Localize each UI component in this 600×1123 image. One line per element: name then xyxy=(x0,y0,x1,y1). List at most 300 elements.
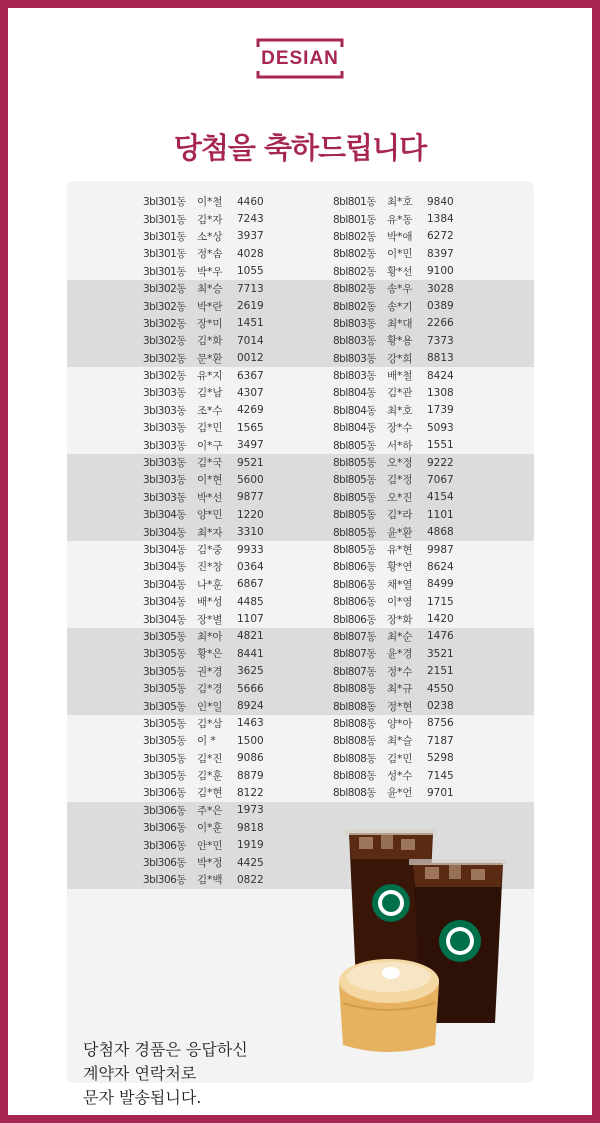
unit-label: 8bl808동 xyxy=(333,787,376,800)
winner-name: 권*경 xyxy=(197,665,223,678)
logo-roof-icon xyxy=(256,38,344,48)
winner-name: 정*솜 xyxy=(197,248,223,261)
winner-row xyxy=(143,610,269,627)
phone-last-digits: 1420 xyxy=(427,613,454,626)
winner-name: 배*철 xyxy=(387,370,413,383)
unit-label: 3bl303동 xyxy=(143,439,186,452)
unit-label: 8bl806동 xyxy=(333,578,376,591)
unit-label: 3bl304동 xyxy=(143,509,186,522)
phone-last-digits: 8879 xyxy=(237,769,264,782)
phone-last-digits: 5600 xyxy=(237,473,264,486)
phone-last-digits: 2151 xyxy=(427,665,454,678)
phone-last-digits: 6272 xyxy=(427,230,454,243)
unit-label: 3bl305동 xyxy=(143,683,186,696)
unit-label: 3bl304동 xyxy=(143,526,186,539)
phone-last-digits: 6367 xyxy=(237,369,264,382)
phone-last-digits: 8441 xyxy=(237,647,264,660)
phone-last-digits: 0822 xyxy=(237,873,264,886)
phone-last-digits: 5093 xyxy=(427,421,454,434)
winner-name: 인*일 xyxy=(197,700,223,713)
winner-name: 김*라 xyxy=(387,509,413,522)
phone-last-digits: 1384 xyxy=(427,213,454,226)
phone-last-digits: 9818 xyxy=(237,821,264,834)
winner-row xyxy=(143,315,269,332)
phone-last-digits: 7145 xyxy=(427,769,454,782)
winner-row xyxy=(143,645,269,662)
winner-name: 이*민 xyxy=(387,248,413,261)
phone-last-digits: 4307 xyxy=(237,386,264,399)
winner-name: 최*승 xyxy=(197,283,223,296)
unit-label: 3bl306동 xyxy=(143,839,186,852)
winner-row xyxy=(143,802,269,819)
phone-last-digits: 7187 xyxy=(427,734,454,747)
prize-notice xyxy=(83,1038,248,1110)
unit-label: 8bl804동 xyxy=(333,404,376,417)
phone-last-digits: 6867 xyxy=(237,578,264,591)
winner-row xyxy=(333,541,459,558)
winner-row xyxy=(143,680,269,697)
winner-name: 안*민 xyxy=(197,839,223,852)
unit-label: 3bl302동 xyxy=(143,352,186,365)
winner-row xyxy=(143,402,269,419)
winner-row xyxy=(333,193,459,210)
winner-name: 윤*경 xyxy=(387,648,413,661)
phone-last-digits: 1715 xyxy=(427,595,454,608)
winner-name: 황*은 xyxy=(197,648,223,661)
phone-last-digits: 4028 xyxy=(237,247,264,260)
winner-row xyxy=(143,489,269,506)
winner-name: 김*백 xyxy=(197,874,223,887)
phone-last-digits: 9521 xyxy=(237,456,264,469)
phone-last-digits: 1101 xyxy=(427,508,454,521)
winner-name: 성*수 xyxy=(387,770,413,783)
winner-name: 김*훈 xyxy=(197,770,223,783)
phone-last-digits: 8813 xyxy=(427,352,454,365)
winner-name: 최*순 xyxy=(387,630,413,643)
winner-name: 유*동 xyxy=(387,213,413,226)
winner-row xyxy=(143,228,269,245)
winner-name: 양*민 xyxy=(197,509,223,522)
winner-row xyxy=(143,193,269,210)
winners-left-column xyxy=(143,193,269,889)
unit-label: 8bl803동 xyxy=(333,370,376,383)
phone-last-digits: 4550 xyxy=(427,682,454,695)
winner-name: 최*규 xyxy=(387,683,413,696)
unit-label: 3bl304동 xyxy=(143,544,186,556)
winner-row xyxy=(333,436,459,453)
logo-base-icon xyxy=(256,71,344,79)
winner-row xyxy=(143,245,269,262)
unit-label: 3bl305동 xyxy=(143,717,186,730)
phone-last-digits: 9877 xyxy=(237,491,264,504)
winner-name: 이*철 xyxy=(197,196,223,209)
winner-name: 배*성 xyxy=(197,596,223,609)
winner-name: 박*정 xyxy=(197,857,223,870)
winner-row xyxy=(333,263,459,280)
unit-label: 3bl305동 xyxy=(143,648,186,661)
winner-row xyxy=(333,610,459,627)
unit-label: 3bl302동 xyxy=(143,335,186,348)
unit-label: 3bl306동 xyxy=(143,822,186,835)
winner-name: 유*현 xyxy=(387,544,413,556)
prize-image xyxy=(335,813,515,1058)
unit-label: 3bl304동 xyxy=(143,561,186,574)
winner-row xyxy=(143,384,269,401)
winner-row xyxy=(143,750,269,767)
unit-label: 3bl301동 xyxy=(143,265,186,278)
winner-name: 박*우 xyxy=(197,265,223,278)
winner-name: 김*민 xyxy=(197,422,223,435)
winner-row xyxy=(333,680,459,697)
winner-name: 김*남 xyxy=(197,387,223,400)
winner-row xyxy=(143,506,269,523)
winner-row xyxy=(333,697,459,714)
winner-name: 장*수 xyxy=(387,422,413,435)
winner-row xyxy=(143,819,269,836)
winner-name: 박*애 xyxy=(387,230,413,243)
winner-name: 유*지 xyxy=(197,370,223,383)
unit-label: 8bl805동 xyxy=(333,491,376,504)
winner-name: 서*하 xyxy=(387,439,413,452)
phone-last-digits: 1220 xyxy=(237,508,264,521)
unit-label: 3bl305동 xyxy=(143,735,186,748)
phone-last-digits: 8624 xyxy=(427,560,454,573)
unit-label: 3bl304동 xyxy=(143,613,186,626)
winner-row xyxy=(333,471,459,488)
page-title: 당첨을 축하드립니다 xyxy=(173,131,427,165)
winner-row xyxy=(333,732,459,749)
unit-label: 3bl306동 xyxy=(143,857,186,870)
winner-name: 진*창 xyxy=(197,561,223,574)
phone-last-digits: 0364 xyxy=(237,560,264,573)
unit-label: 8bl808동 xyxy=(333,717,376,730)
winner-row xyxy=(143,350,269,367)
winner-name: 양*아 xyxy=(387,717,413,730)
winner-name: 오*정 xyxy=(387,457,413,470)
winner-row xyxy=(143,263,269,280)
phone-last-digits: 8424 xyxy=(427,369,454,382)
winner-name: 김*경 xyxy=(197,683,223,696)
phone-last-digits: 7243 xyxy=(237,213,264,226)
winner-name: 김*자 xyxy=(197,213,223,226)
phone-last-digits: 1739 xyxy=(427,404,454,417)
unit-label: 3bl306동 xyxy=(143,804,186,817)
unit-label: 8bl802동 xyxy=(333,230,376,243)
unit-label: 8bl802동 xyxy=(333,265,376,278)
winner-name: 나*훈 xyxy=(197,578,223,591)
winner-row xyxy=(143,576,269,593)
winner-row xyxy=(143,471,269,488)
winner-row xyxy=(143,871,269,888)
unit-label: 8bl803동 xyxy=(333,335,376,348)
winner-name: 김*중 xyxy=(197,544,223,556)
winner-row xyxy=(143,523,269,540)
winner-name: 윤*환 xyxy=(387,526,413,539)
phone-last-digits: 0012 xyxy=(237,352,264,365)
phone-last-digits: 4460 xyxy=(237,195,264,208)
winner-row xyxy=(333,506,459,523)
unit-label: 3bl305동 xyxy=(143,700,186,713)
winner-row xyxy=(143,419,269,436)
winner-name: 정*현 xyxy=(387,700,413,713)
unit-label: 8bl805동 xyxy=(333,474,376,487)
winner-row xyxy=(143,732,269,749)
unit-label: 8bl803동 xyxy=(333,317,376,330)
winner-name: 오*진 xyxy=(387,491,413,504)
winner-row xyxy=(333,367,459,384)
row-band xyxy=(67,628,534,715)
unit-label: 8bl807동 xyxy=(333,630,376,643)
unit-label: 8bl806동 xyxy=(333,596,376,609)
phone-last-digits: 1500 xyxy=(237,734,264,747)
phone-last-digits: 3497 xyxy=(237,439,264,452)
winner-name: 장*별 xyxy=(197,613,223,626)
phone-last-digits: 3521 xyxy=(427,647,454,660)
winner-name: 강*희 xyxy=(387,352,413,365)
unit-label: 8bl805동 xyxy=(333,457,376,470)
unit-label: 3bl303동 xyxy=(143,404,186,417)
winner-row xyxy=(333,280,459,297)
unit-label: 3bl305동 xyxy=(143,665,186,678)
unit-label: 3bl303동 xyxy=(143,422,186,435)
phone-last-digits: 4425 xyxy=(237,856,264,869)
winner-row xyxy=(143,593,269,610)
phone-last-digits: 1451 xyxy=(237,317,264,330)
unit-label: 3bl306동 xyxy=(143,787,186,800)
unit-label: 8bl804동 xyxy=(333,422,376,435)
winner-row xyxy=(143,558,269,575)
phone-last-digits: 8924 xyxy=(237,700,264,713)
winner-name: 이 * xyxy=(197,735,216,748)
winner-name: 이*훈 xyxy=(197,822,223,835)
winner-name: 김*현 xyxy=(197,787,223,800)
unit-label: 3bl301동 xyxy=(143,248,186,261)
winner-name: 김*진 xyxy=(197,752,223,765)
winner-row xyxy=(143,854,269,871)
winner-name: 최*대 xyxy=(387,317,413,330)
phone-last-digits: 8499 xyxy=(427,578,454,591)
winner-name: 이*구 xyxy=(197,439,223,452)
page-content xyxy=(8,8,592,1115)
phone-last-digits: 4821 xyxy=(237,630,264,643)
winner-row xyxy=(333,210,459,227)
unit-label: 3bl304동 xyxy=(143,596,186,609)
unit-label: 8bl802동 xyxy=(333,283,376,296)
unit-label: 8bl805동 xyxy=(333,509,376,522)
winner-row xyxy=(143,628,269,645)
winner-row xyxy=(333,645,459,662)
winner-row xyxy=(333,593,459,610)
unit-label: 3bl305동 xyxy=(143,630,186,643)
winner-row xyxy=(333,384,459,401)
chiffon-cake-icon xyxy=(339,959,439,1052)
winner-row xyxy=(333,628,459,645)
winner-row xyxy=(333,558,459,575)
unit-label: 3bl304동 xyxy=(143,578,186,591)
phone-last-digits: 2266 xyxy=(427,317,454,330)
winner-row xyxy=(143,836,269,853)
winners-right-column xyxy=(333,193,459,802)
phone-last-digits: 4485 xyxy=(237,595,264,608)
winner-row xyxy=(333,402,459,419)
winner-row xyxy=(333,663,459,680)
phone-last-digits: 2619 xyxy=(237,300,264,313)
winner-row xyxy=(333,245,459,262)
winner-row xyxy=(143,280,269,297)
winner-name: 이*현 xyxy=(197,474,223,487)
brand-logo xyxy=(8,38,592,79)
winner-row xyxy=(333,454,459,471)
winner-row xyxy=(333,489,459,506)
phone-last-digits: 0238 xyxy=(427,700,454,713)
winner-name: 황*연 xyxy=(387,561,413,574)
phone-last-digits: 5298 xyxy=(427,752,454,765)
winner-name: 정*수 xyxy=(387,665,413,678)
winner-row xyxy=(143,367,269,384)
winner-name: 윤*언 xyxy=(387,787,413,800)
unit-label: 3bl301동 xyxy=(143,230,186,243)
unit-label: 3bl303동 xyxy=(143,491,186,504)
unit-label: 8bl805동 xyxy=(333,526,376,539)
winner-row xyxy=(143,663,269,680)
unit-label: 3bl303동 xyxy=(143,474,186,487)
winner-name: 송*우 xyxy=(387,283,413,296)
row-band xyxy=(67,280,534,367)
phone-last-digits: 4154 xyxy=(427,491,454,504)
winner-row xyxy=(333,350,459,367)
winner-name: 황*용 xyxy=(387,335,413,348)
unit-label: 8bl808동 xyxy=(333,752,376,765)
winner-name: 김*민 xyxy=(387,752,413,765)
notice-line: 당첨자 경품은 응답하신 xyxy=(83,1040,248,1059)
winner-row xyxy=(333,419,459,436)
unit-label: 8bl807동 xyxy=(333,648,376,661)
unit-label: 3bl301동 xyxy=(143,213,186,226)
winner-row xyxy=(143,332,269,349)
winner-row xyxy=(333,767,459,784)
winner-row xyxy=(143,454,269,471)
phone-last-digits: 1107 xyxy=(237,613,264,626)
unit-label: 3bl302동 xyxy=(143,300,186,313)
winner-row xyxy=(333,715,459,732)
phone-last-digits: 5666 xyxy=(237,682,264,695)
unit-label: 3bl303동 xyxy=(143,387,186,400)
winner-name: 박*란 xyxy=(197,300,223,313)
unit-label: 8bl801동 xyxy=(333,196,376,209)
phone-last-digits: 9701 xyxy=(427,786,454,799)
winner-name: 김*국 xyxy=(197,457,223,470)
phone-last-digits: 4868 xyxy=(427,526,454,539)
winner-name: 최*호 xyxy=(387,196,413,209)
winner-name: 주*은 xyxy=(197,804,223,817)
winner-name: 장*화 xyxy=(387,613,413,626)
winner-row xyxy=(143,297,269,314)
phone-last-digits: 1308 xyxy=(427,386,454,399)
winner-row xyxy=(143,697,269,714)
phone-last-digits: 8122 xyxy=(237,786,264,799)
notice-line: 계약자 연락처로 xyxy=(83,1064,197,1083)
unit-label: 8bl808동 xyxy=(333,735,376,748)
winner-name: 최*자 xyxy=(197,526,223,539)
unit-label: 8bl808동 xyxy=(333,770,376,783)
unit-label: 3bl302동 xyxy=(143,370,186,383)
phone-last-digits: 1476 xyxy=(427,630,454,643)
phone-last-digits: 9222 xyxy=(427,456,454,469)
winner-row xyxy=(143,210,269,227)
winner-row xyxy=(143,784,269,801)
winner-row xyxy=(333,784,459,801)
winner-row xyxy=(143,715,269,732)
unit-label: 8bl806동 xyxy=(333,613,376,626)
notice-line: 문자 발송됩니다. xyxy=(83,1088,202,1107)
phone-last-digits: 9086 xyxy=(237,752,264,765)
phone-last-digits: 8756 xyxy=(427,717,454,730)
unit-label: 8bl803동 xyxy=(333,352,376,365)
winner-name: 김*화 xyxy=(197,335,223,348)
phone-last-digits: 9100 xyxy=(427,265,454,278)
winner-row xyxy=(333,332,459,349)
winner-row xyxy=(333,523,459,540)
phone-last-digits: 1973 xyxy=(237,804,264,817)
phone-last-digits: 1565 xyxy=(237,421,264,434)
winner-name: 최*아 xyxy=(197,630,223,643)
unit-label: 3bl303동 xyxy=(143,457,186,470)
winner-row xyxy=(333,576,459,593)
phone-last-digits: 0389 xyxy=(427,300,454,313)
unit-label: 3bl302동 xyxy=(143,317,186,330)
winner-name: 송*기 xyxy=(387,300,413,313)
winner-row xyxy=(333,315,459,332)
winner-name: 문*환 xyxy=(197,352,223,365)
winner-row xyxy=(333,297,459,314)
unit-label: 8bl802동 xyxy=(333,300,376,313)
winner-row xyxy=(333,228,459,245)
winner-row xyxy=(333,750,459,767)
winner-name: 박*선 xyxy=(197,491,223,504)
winner-name: 최*호 xyxy=(387,404,413,417)
phone-last-digits: 1919 xyxy=(237,839,264,852)
phone-last-digits: 9987 xyxy=(427,543,454,556)
winner-name: 소*상 xyxy=(197,230,223,243)
phone-last-digits: 7014 xyxy=(237,334,264,347)
unit-label: 8bl808동 xyxy=(333,683,376,696)
winner-row xyxy=(143,541,269,558)
winner-row xyxy=(143,436,269,453)
unit-label: 3bl306동 xyxy=(143,874,186,887)
phone-last-digits: 7067 xyxy=(427,473,454,486)
unit-label: 8bl805동 xyxy=(333,439,376,452)
unit-label: 3bl301동 xyxy=(143,196,186,209)
phone-last-digits: 1055 xyxy=(237,265,264,278)
unit-label: 3bl305동 xyxy=(143,770,186,783)
unit-label: 8bl805동 xyxy=(333,544,376,556)
winner-name: 김*정 xyxy=(387,474,413,487)
phone-last-digits: 7713 xyxy=(237,282,264,295)
row-band xyxy=(67,454,534,541)
phone-last-digits: 1551 xyxy=(427,439,454,452)
winner-row xyxy=(143,767,269,784)
winner-name: 채*열 xyxy=(387,578,413,591)
phone-last-digits: 4269 xyxy=(237,404,264,417)
winner-name: 김*관 xyxy=(387,387,413,400)
unit-label: 8bl804동 xyxy=(333,387,376,400)
winner-name: 조*수 xyxy=(197,404,223,417)
brand-name: DESIAN xyxy=(261,48,339,69)
unit-label: 8bl807동 xyxy=(333,665,376,678)
winner-name: 장*미 xyxy=(197,317,223,330)
phone-last-digits: 3937 xyxy=(237,230,264,243)
winner-name: 김*삼 xyxy=(197,717,223,730)
